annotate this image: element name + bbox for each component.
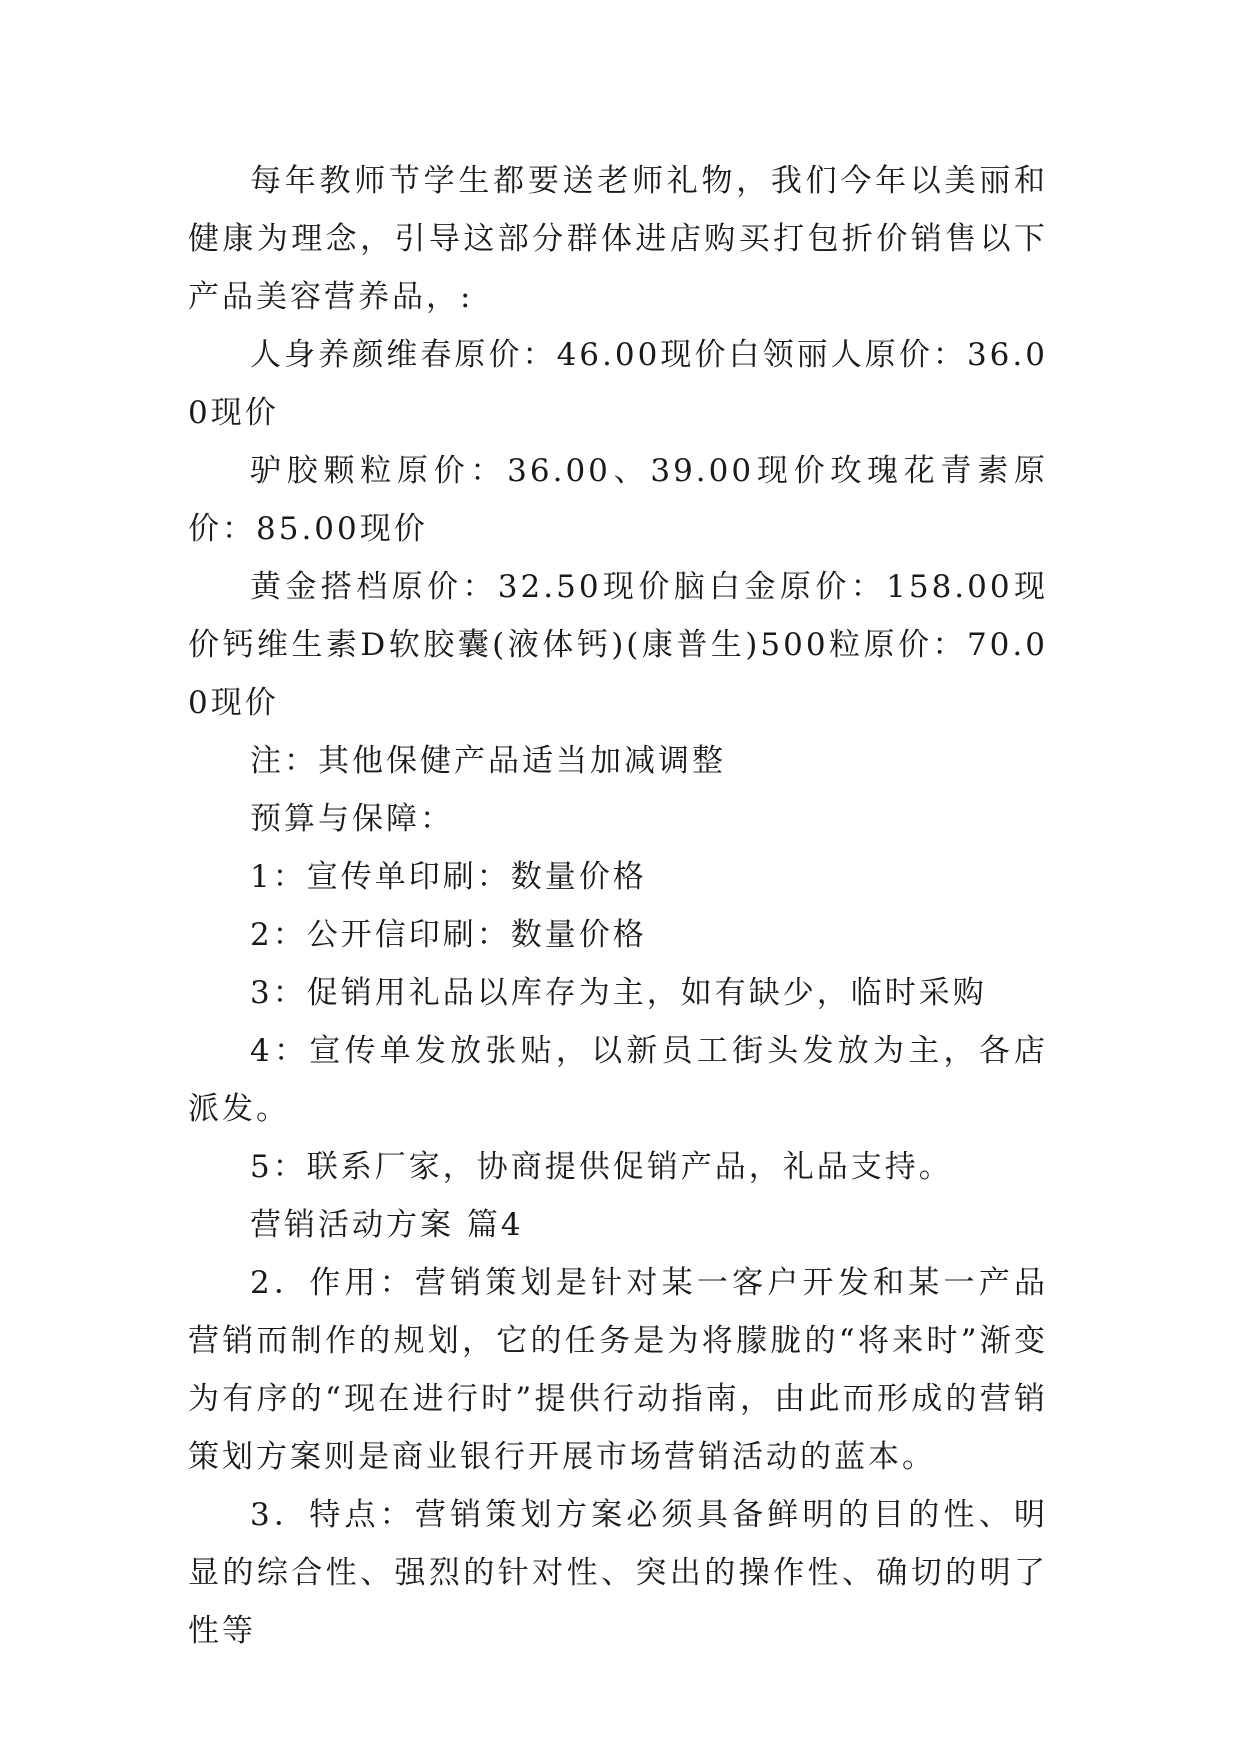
paragraph-features: 3．特点：营销策划方案必须具备鲜明的目的性、明显的综合性、强烈的针对性、突出的操作性、确切的明了性等 <box>188 1497 1048 1649</box>
paragraph-price-line-1: 人身养颜维春原价：46.00现价白领丽人原价：36.00现价 <box>188 337 1048 431</box>
paragraph-price-line-2: 驴胶颗粒原价：36.00、39.00现价玫瑰花青素原价：85.00现价 <box>188 453 1048 547</box>
paragraph-teachers-day-intro: 每年教师节学生都要送老师礼物，我们今年以美丽和健康为理念，引导这部分群体进店购买打包折价销售以下产品美容营养品，: <box>188 163 1048 315</box>
list-item-4: 4：宣传单发放张贴，以新员工街头发放为主，各店派发。 <box>188 1033 1048 1127</box>
paragraph-note: 注：其他保健产品适当加减调整 <box>250 743 726 779</box>
paragraph-purpose: 2．作用：营销策划是针对某一客户开发和某一产品营销而制作的规划，它的任务是为将朦胧的“将来时”渐变为有序的“现在进行时”提供行动指南，由此而形成的营销策划方案则是商业银行开展市场营销活动的蓝本。 <box>188 1265 1048 1475</box>
list-item-3: 3：促销用礼品以库存为主，如有缺少，临时采购 <box>250 975 987 1011</box>
list-item-5: 5：联系厂家，协商提供促销产品，礼品支持。 <box>250 1149 953 1185</box>
paragraph-budget-heading: 预算与保障： <box>250 801 454 837</box>
list-item-1: 1：宣传单印刷：数量价格 <box>250 859 647 895</box>
list-item-2: 2：公开信印刷：数量价格 <box>250 917 647 953</box>
document-body <box>188 152 1048 1660</box>
paragraph-price-line-3: 黄金搭档原价：32.50现价脑白金原价：158.00现价钙维生素D软胶囊(液体钙)(康普生)500粒原价：70.00现价 <box>188 569 1048 721</box>
section-heading: 营销活动方案 篇4 <box>250 1207 524 1243</box>
